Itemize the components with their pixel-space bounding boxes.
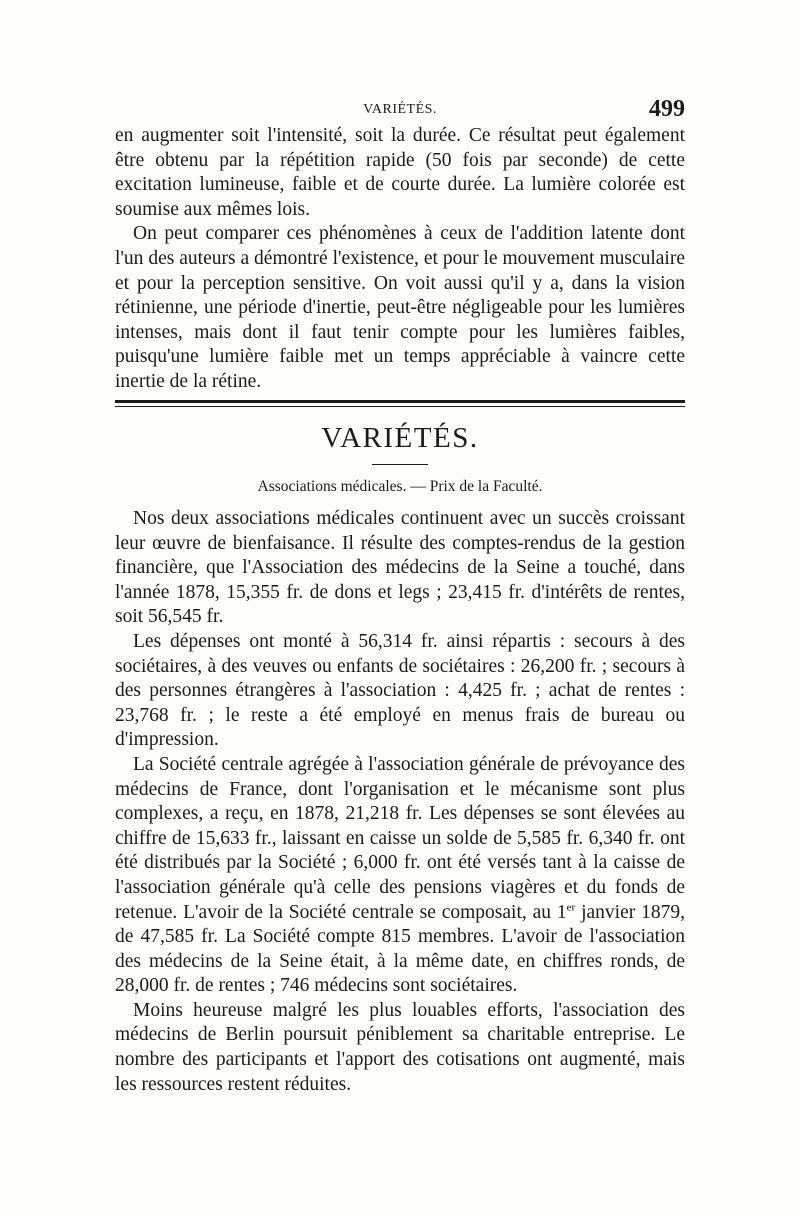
- title-underline: [372, 464, 428, 465]
- paragraph: Nos deux associations médicales continuent avec un succès croissant leur œuvre de bienfaisance. Il résulte des comptes-rendus de la gestion financière, que l'Association des médecins de la Seine a touché, dans l'année 1878, 15,355 fr. de dons et legs ; 23,415 fr. d'intérêts de rentes, soit 56,545 fr.: [115, 508, 685, 628]
- page-header: [115, 96, 685, 126]
- paragraph: en augmenter soit l'intensité, soit la durée. Ce résultat peut également être obtenu par la répétition rapide (50 fois par seconde) de cette excitation lumineuse, faible et de courte durée. La lumière colorée est soumise aux mêmes lois.: [115, 125, 685, 220]
- paragraph-text-part: janvier 1879, de 47,585 fr. La Société compte 815 membres. L'avoir de l'association des médecins de la Seine était, à la même date, en chiffres ronds, de 28,000 fr. de rentes ; 746 médecins sont sociétaires.: [115, 901, 685, 997]
- section-subtitle: Associations médicales. — Prix de la Faculté.: [257, 478, 543, 495]
- section-title: VARIÉTÉS.: [321, 422, 479, 454]
- page-number: 499: [649, 96, 685, 122]
- paragraph-text-part: La Société centrale agrégée à l'association générale de prévoyance des médecins de France, dont l'organisation et le mécanisme sont plus complexes, a reçu, en 1878, 21,218 fr. Les dépenses se sont élevées au chiffre de 15,633 fr., laissant en caisse un solde de 5,585 fr. 6,340 fr. ont été distribués par la Société ; 6,000 fr. ont été versés tant à la caisse de l'association générale qu'à celle des pensions viagères et du fonds de retenue. L'avoir de la Société centrale se composait, au 1: [115, 753, 685, 923]
- intro-text: [115, 124, 685, 395]
- paragraph: Les dépenses ont monté à 56,314 fr. ainsi répartis : secours à des sociétaires, à des veuves ou enfants de sociétaires : 26,200 fr. ; secours à des personnes étrangères à l'association : 4,425 fr. ; achat de rentes : 23,768 fr. ; le reste a été employé en menus frais de bureau ou d'impression.: [115, 630, 685, 751]
- section-divider: [115, 400, 685, 407]
- divider-thick-rule: [115, 400, 685, 403]
- running-head: VARIÉTÉS.: [363, 102, 437, 117]
- paragraph: Moins heureuse malgré les plus louables efforts, l'association des médecins de Berlin poursuit péniblement sa charitable entreprise. Le nombre des participants et l'apport des cotisations ont augmenté, mais les ressources restent réduites.: [115, 999, 685, 1095]
- paragraph: [115, 753, 685, 999]
- article-text: [115, 507, 685, 1097]
- ordinal-superscript: er: [566, 901, 576, 913]
- divider-thin-rule: [115, 406, 685, 407]
- paragraph: On peut comparer ces phénomènes à ceux de l'addition latente dont l'un des auteurs a démontré l'existence, et pour le mouvement musculaire et pour la perception sensitive. On voit aussi qu'il y a, dans la vision rétinienne, une période d'inertie, peut-être négligeable pour les lumières intenses, mais dont il faut tenir compte pour les lumières faibles, puisqu'une lumière faible met un temps appréciable à vaincre cette inertie de la rétine.: [115, 223, 685, 392]
